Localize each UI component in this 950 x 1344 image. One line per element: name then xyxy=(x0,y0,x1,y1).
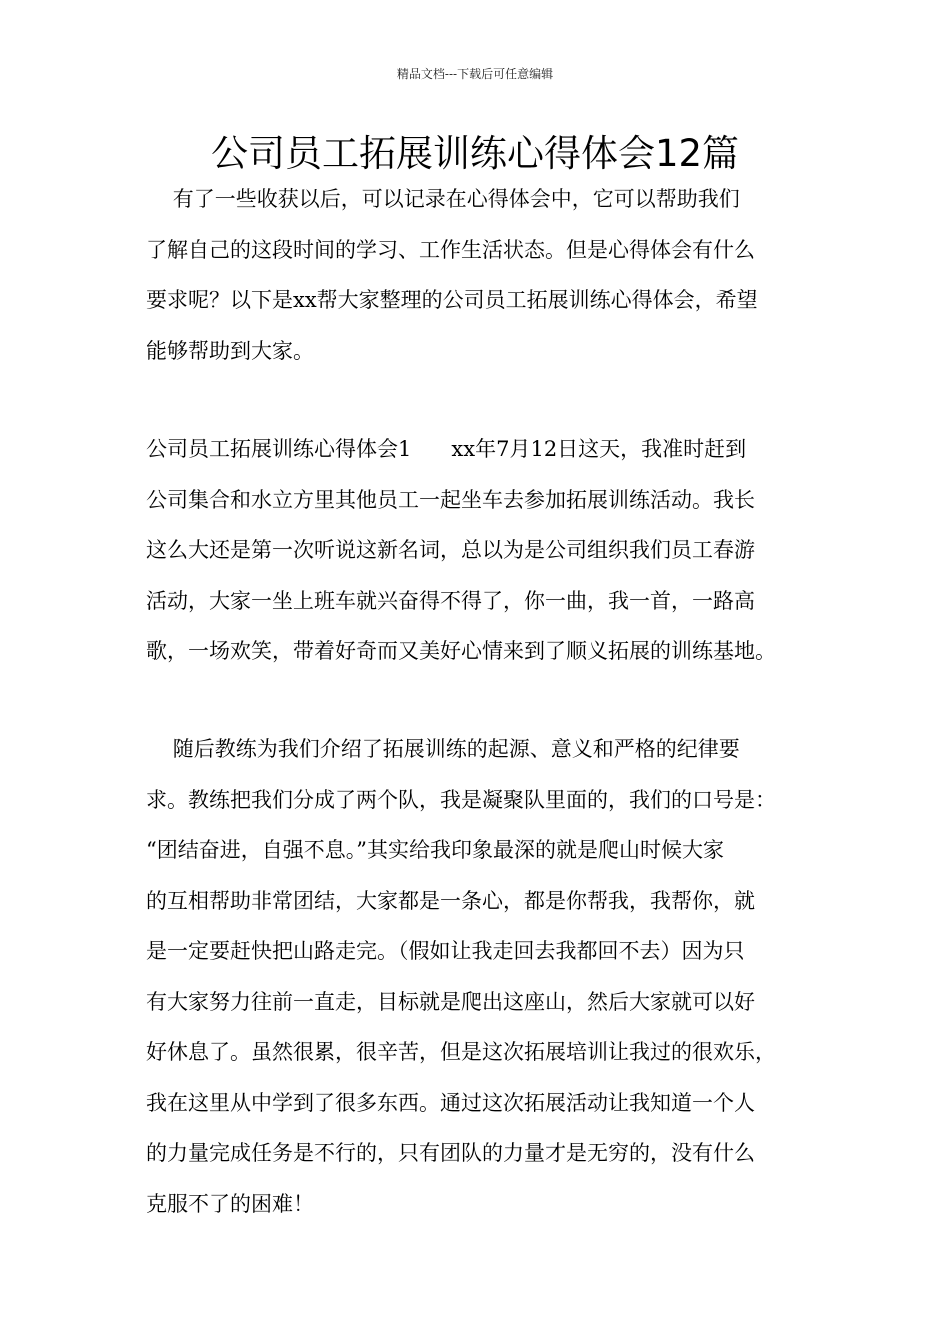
paragraph-line: 随后教练为我们介绍了拓展训练的起源、意义和严格的纪律要 xyxy=(146,737,740,761)
paragraph-line: 公司员工拓展训练心得体会1 xx年7月12日这天，我准时赶到 xyxy=(146,437,747,461)
paragraph-line: 了解自己的这段时间的学习、工作生活状态。但是心得体会有什么 xyxy=(146,238,755,262)
header-note: 精品文档---下载后可任意编辑 xyxy=(396,67,554,81)
paragraph-line: 这么大还是第一次听说这新名词，总以为是公司组织我们员工春游 xyxy=(146,538,755,562)
paragraph-line: 能够帮助到大家。 xyxy=(146,339,314,363)
paragraph-line: 的力量完成任务是不行的，只有团队的力量才是无穷的，没有什么 xyxy=(146,1141,755,1165)
paragraph-line: 求。教练把我们分成了两个队，我是凝聚队里面的，我们的口号是： xyxy=(146,788,776,812)
paragraph-line: 活动，大家一坐上班车就兴奋得不得了，你一曲，我一首，一路高 xyxy=(146,589,755,613)
paragraph-line: 要求呢？以下是xx帮大家整理的公司员工拓展训练心得体会，希望 xyxy=(146,288,758,312)
paragraph-line: “团结奋进，自强不息。”其实给我印象最深的就是爬山时候大家 xyxy=(146,838,724,862)
paragraph-line: 我在这里从中学到了很多东西。通过这次拓展活动让我知道一个人 xyxy=(146,1091,755,1115)
paragraph-line: 有大家努力往前一直走，目标就是爬出这座山，然后大家就可以好 xyxy=(146,990,755,1014)
paragraph-line: 的互相帮助非常团结，大家都是一条心，都是你帮我，我帮你，就 xyxy=(146,889,755,913)
paragraph-line: 公司集合和水立方里其他员工一起坐车去参加拓展训练活动。我长 xyxy=(146,488,755,512)
page-title: 公司员工拓展训练心得体会12篇 xyxy=(210,132,740,175)
paragraph-line: 歌，一场欢笑，带着好奇而又美好心情来到了顺义拓展的训练基地。 xyxy=(146,639,776,663)
paragraph-line: 有了一些收获以后，可以记录在心得体会中，它可以帮助我们 xyxy=(146,187,740,211)
paragraph-line: 克服不了的困难！ xyxy=(146,1192,314,1216)
paragraph-line: 好休息了。虽然很累，很辛苦，但是这次拓展培训让我过的很欢乐， xyxy=(146,1040,776,1064)
paragraph-line: 是一定要赶快把山路走完。（假如让我走回去我都回不去）因为只 xyxy=(146,939,745,963)
